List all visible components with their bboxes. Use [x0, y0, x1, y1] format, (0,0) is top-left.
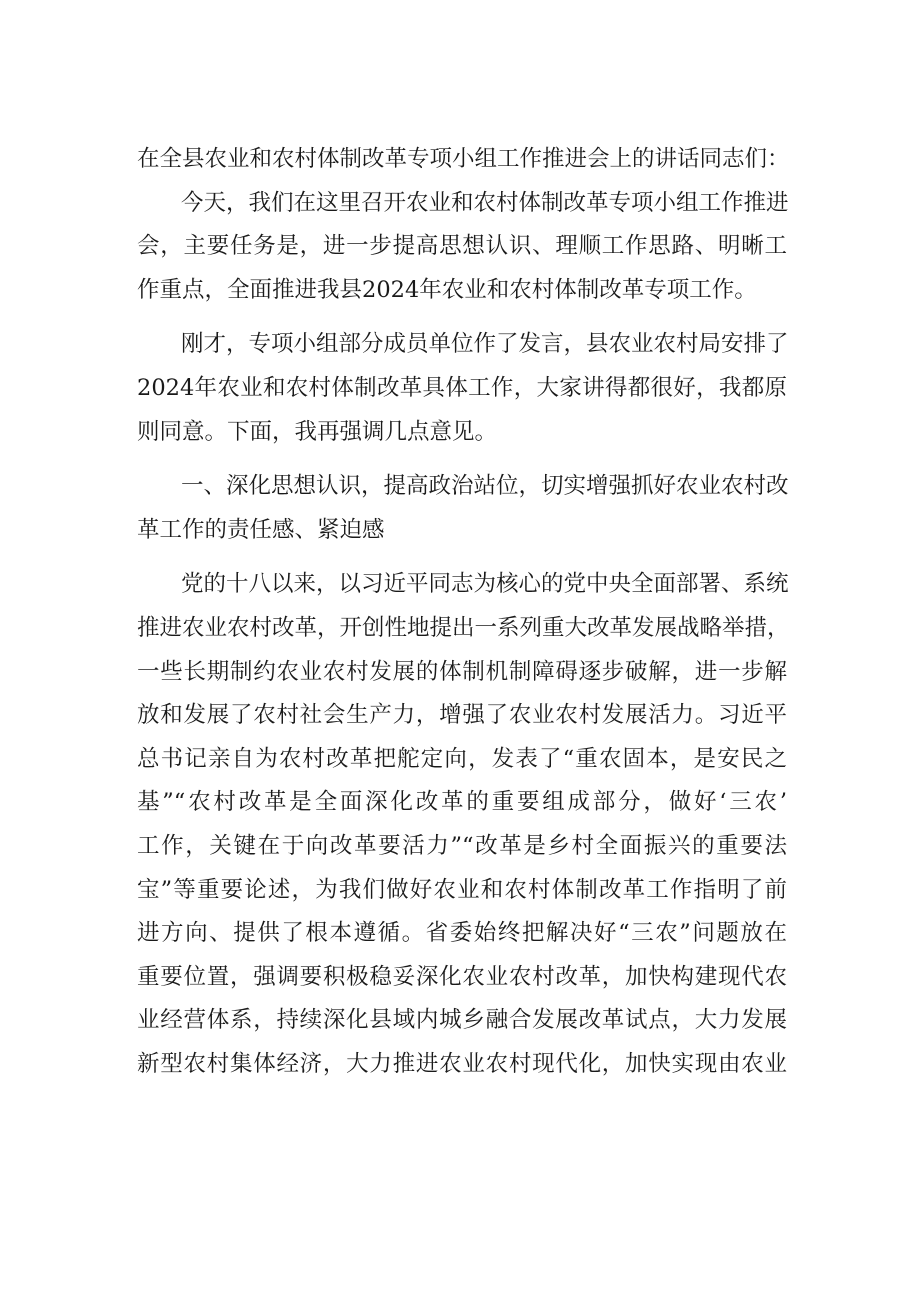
paragraph-line: 总书记亲自为农村改革把舵定向，发表了“重农固本，是安民之 — [137, 745, 787, 772]
paragraph-line: 放和发展了农村社会生产力，增强了农业农村发展活力。习近平 — [137, 702, 787, 729]
paragraph-3 — [137, 563, 790, 1086]
document-body — [137, 138, 790, 1086]
paragraph-line: 刚才，专项小组部分成员单位作了发言，县农业农村局安排了 — [181, 331, 789, 358]
paragraph-line: 党的十八以来，以习近平同志为核心的党中央全面部署、系统 — [181, 571, 789, 598]
heading-line: 革工作的责任感、紧迫感 — [137, 516, 385, 543]
paragraph-line: 重要位置，强调要积极稳妥深化农业农村改革，加快构建现代农 — [137, 963, 787, 990]
paragraph-line: 工作，关键在于向改革要活力”“改革是乡村全面振兴的重要法 — [137, 832, 787, 859]
paragraph-line: 一些长期制约农业农村发展的体制机制障碍逐步破解，进一步解 — [137, 658, 787, 685]
paragraph-line: 进方向、提供了根本遵循。省委始终把解决好“三农”问题放在 — [137, 920, 787, 947]
heading-line: 一、深化思想认识，提高政治站位，切实增强抓好农业农村改 — [181, 473, 789, 500]
paragraph-line: 作重点，全面推进我县2024年农业和农村体制改革专项工作。 — [137, 276, 757, 303]
paragraph-line: 推进农业农村改革，开创性地提出一系列重大改革发展战略举措， — [137, 614, 790, 641]
paragraph-line: 宝”等重要论述，为我们做好农业和农村体制改革工作指明了前 — [137, 876, 787, 903]
paragraph-2 — [137, 323, 787, 454]
paragraph-line: 2024年农业和农村体制改革具体工作，大家讲得都很好，我都原 — [137, 374, 787, 401]
paragraph-line: 今天，我们在这里召开农业和农村体制改革专项小组工作推进 — [181, 189, 789, 216]
paragraph-line: 新型农村集体经济，大力推进农业农村现代化，加快实现由农业 — [137, 1050, 787, 1077]
paragraph-line: 会，主要任务是，进一步提高思想认识、理顺工作思路、明晰工 — [137, 233, 787, 260]
document-title-line: 在全县农业和农村体制改革专项小组工作推进会上的讲话同志们： — [137, 146, 790, 172]
paragraph-line: 业经营体系，持续深化县域内城乡融合发展改革试点，大力发展 — [137, 1007, 787, 1034]
paragraph-1 — [137, 182, 787, 313]
paragraph-line: 基”“农村改革是全面深化改革的重要组成部分，做好‘三农’ — [137, 789, 787, 816]
section-heading-1 — [137, 465, 787, 552]
paragraph-line: 则同意。下面，我再强调几点意见。 — [137, 418, 498, 445]
